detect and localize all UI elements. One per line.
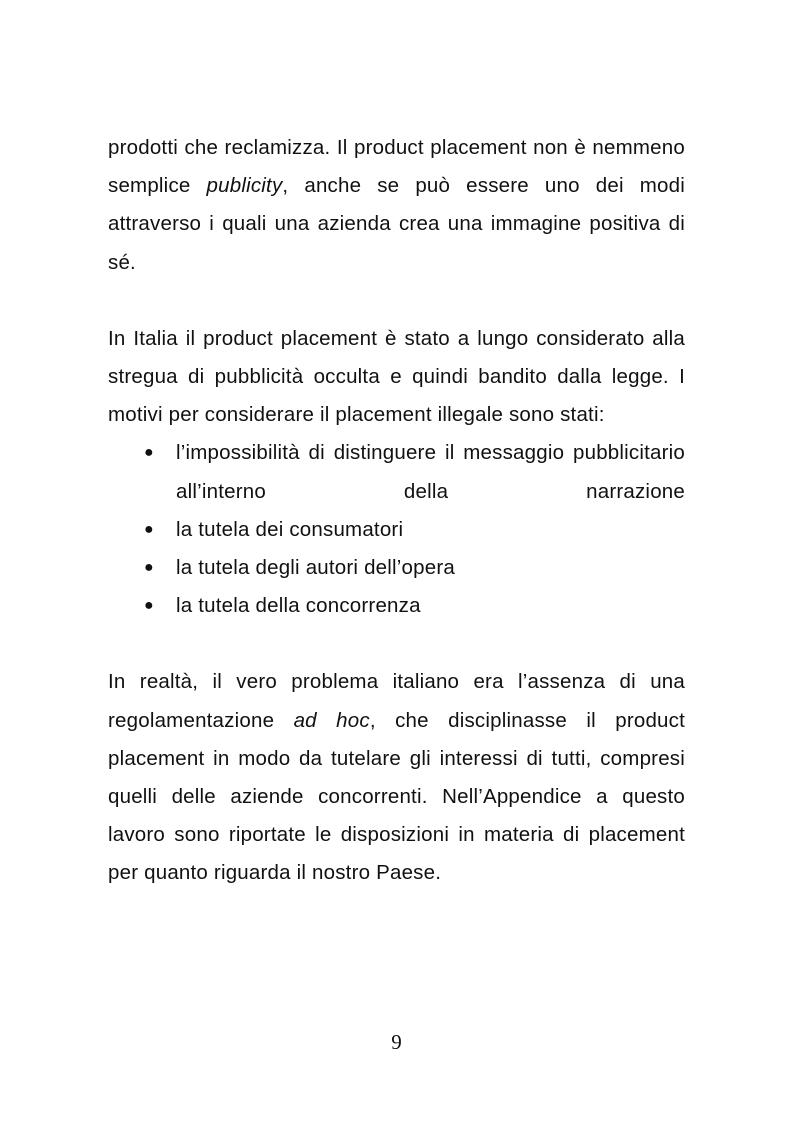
bullet-icon: ● [144,597,154,615]
list-item-text: la tutela della concorrenza [176,594,421,618]
paragraph-text: In Italia il product placement è stato a lungo considerato alla stregua di pubblicità occulta e quindi bandito dalla legge. I motivi per considerare il placement illegale sono stati: [108,326,685,427]
paragraph-regulation-problem [108,663,685,892]
italic-term-publicity: publicity [206,174,283,198]
list-item-text: la tutela degli autori dell’opera [176,556,455,580]
paragraph-italy-history [108,320,685,435]
paragraph-text: In realtà, il vero problema italiano era l’assenza di una regolamentazione [108,670,685,732]
list-item [108,434,685,510]
bullet-icon: ● [144,444,154,462]
italic-term-ad-hoc: ad hoc [293,708,370,732]
paragraph-product-placement-definition [108,129,685,282]
page-number: 9 [391,1030,402,1054]
paragraph-text: prodotti che reclamizza. Il product placement non è nemmeno semplice [108,136,685,198]
list-item [108,511,685,549]
list-item [108,549,685,587]
paragraph-text: , anche se può essere uno dei modi attraverso i quali una azienda crea una immagine positiva di sé. [108,174,685,274]
bullet-icon: ● [144,520,154,538]
paragraph-text: , che disciplinasse il product placement in modo da tutelare gli interessi di tutti, compresi quelli delle aziende concorrenti. Nell’Appendice a questo lavoro sono riportate le disposizioni in materia di placement per quanto riguarda il nostro Paese. [108,708,685,885]
list-item [108,587,685,625]
document-body [108,129,685,893]
reasons-list [108,434,685,625]
list-item-text: la tutela dei consumatori [176,517,404,541]
bullet-icon: ● [144,559,154,577]
list-item-text: l’impossibilità di distinguere il messaggio pubblicitario all’interno della narrazione [176,441,685,503]
